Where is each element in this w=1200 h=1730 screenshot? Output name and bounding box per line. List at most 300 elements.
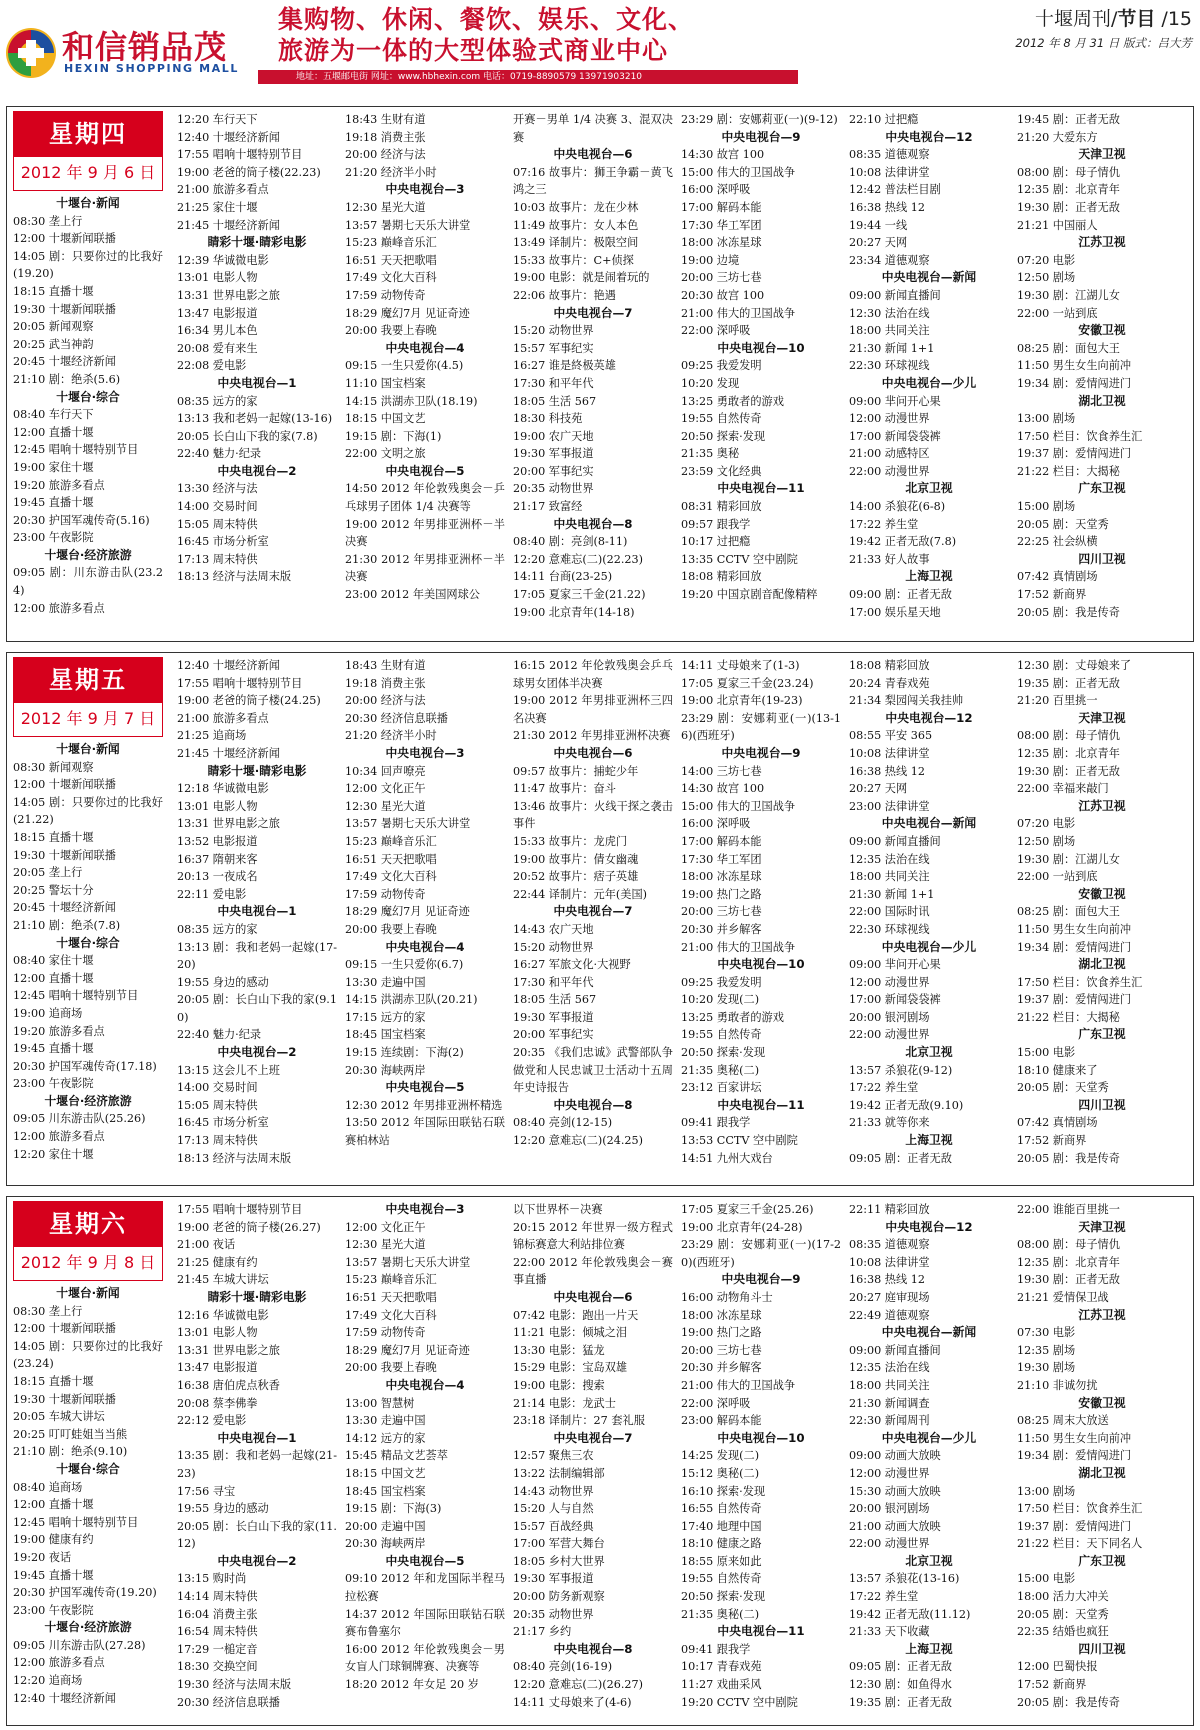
program-entry: 20:30 并乡解客 [681,922,762,936]
program-entry: 23:00 2012 年美国网球公 [345,588,480,602]
program-entry: 21:34 梨园闯关我挂帅 [849,694,964,708]
channel-heading: 中央电视台—10 [717,957,805,972]
weekday-badge: 星期五 [13,657,163,703]
program-entry: 14:11 丈母娘来了(1-3) [681,659,800,672]
program-entry: 17:15 远方的家 [345,1010,426,1024]
listing-column-6 [849,1201,1009,1711]
channel-heading: 湖北卫视 [1078,957,1126,972]
program-entry: 22:00 一站到底 [1017,870,1098,884]
program-entry: 16:00 动物角斗士 [681,1290,773,1304]
program-entry: 20:05 剧：长白山下我的家(11.12) [177,1519,337,1551]
channel-heading: 四川卫视 [1078,551,1126,566]
program-entry: 19:15 连续剧：下海(2) [345,1046,464,1060]
program-entry: 17:59 动物传奇 [345,1326,426,1340]
program-entry: 13:15 这会儿不上班 [177,1063,280,1077]
program-entry: 17:50 栏目：饮食养生汇 [1017,429,1143,443]
listing-column-3 [345,111,505,604]
program-entry: 16:00 2012 年伦敦残奥会－男女盲人门球铜牌赛、决赛等 [345,1642,505,1674]
channel-heading: 睛彩十堰·睛彩电影 [207,1289,307,1304]
program-entry: 13:30 走遍中国 [345,975,426,989]
program-entry: 09:10 2012 年和龙国际半程马拉松赛 [345,1572,505,1604]
program-entry: 11:27 戏曲采风 [681,1678,762,1692]
program-entry: 20:25 武当神韵 [13,337,94,351]
program-entry: 12:45 唱响十堰特别节目 [13,989,139,1003]
program-entry: 19:55 身边的感动 [177,975,269,989]
program-entry: 17:13 周末特供 [177,552,258,566]
program-entry: 20:00 我要上春晚 [345,922,437,936]
channel-heading: 上海卫视 [905,1641,953,1656]
program-entry: 19:45 剧：正者无敌 [1017,113,1120,126]
program-entry: 12:00 十堰新闻联播 [13,778,116,792]
program-entry: 13:53 CCTV 空中剧院 [681,1134,798,1148]
channel-heading: 上海卫视 [905,1133,953,1148]
program-entry: 18:05 生活 567 [513,394,597,408]
program-entry: 19:30 十堰新闻联播 [13,848,116,862]
program-entry: 18:00 共同关注 [849,1378,930,1392]
program-entry: 13:57 杀狼花(13-16) [849,1572,960,1586]
program-entry: 18:15 中国文艺 [345,1466,426,1480]
program-entry: 21:22 栏目：大揭秘 [1017,1010,1120,1024]
mall-slogan [278,4,694,66]
program-entry: 13:31 世界电影之旅 [177,817,280,831]
program-entry: 19:45 直播十堰 [13,1568,94,1582]
program-entry: 19:00 老爸的筒子楼(22.23) [177,165,321,179]
program-entry: 22:40 魅力·纪录 [177,1028,262,1042]
program-entry: 12:35 法治在线 [849,1361,930,1375]
program-entry: 13:57 暑期七天乐大讲堂 [345,817,471,831]
program-entry: 16:51 天天把歌唱 [345,253,437,267]
program-entry: 21:30 2012 年男排亚洲杯－半决赛 [345,552,505,584]
channel-heading: 江苏卫视 [1078,798,1126,813]
program-entry: 16:27 谁是終极英雄 [513,359,616,373]
program-entry: 12:20 车行天下 [177,113,258,126]
program-entry: 17:56 寻宝 [177,1484,236,1498]
program-entry: 23:59 文化经典 [681,464,762,478]
program-entry: 19:30 剧场 [1017,1361,1076,1375]
channel-heading: 中央电视台—7 [553,904,633,919]
program-entry: 19:18 消费主张 [345,130,426,144]
program-entry: 22:00 幸福来敲门 [1017,782,1109,796]
program-entry: 20:00 三坊七巷 [681,905,762,919]
program-entry: 12:42 普法栏目剧 [849,183,941,197]
program-entry: 21:10 剧：绝杀(9.10) [13,1445,128,1459]
listing-column-4 [513,111,673,621]
program-entry: 23:29 剧：安娜莉亚(一)(17-20)(西班牙) [681,1238,841,1269]
column-listings [513,111,673,621]
program-entry: 13:15 购时尚 [177,1572,247,1586]
program-entry: 12:00 十堰新闻联播 [13,1322,116,1336]
program-entry: 22:00 深呼吸 [681,1396,751,1410]
program-entry: 21:00 伟大的卫国战争 [681,306,796,320]
program-entry: 16:54 周末特供 [177,1625,258,1639]
channel-heading: 中央电视台—7 [553,1430,633,1445]
channel-heading: 中央电视台—4 [385,939,465,954]
program-entry: 16:51 天天把歌唱 [345,1290,437,1304]
program-entry: 14:51 九州大戏台 [681,1151,773,1165]
program-entry: 20:05 车城大讲坛 [13,1410,105,1424]
program-entry: 20:30 护国军魂传奇(17.18) [13,1059,157,1073]
program-entry: 22:06 故事片：艳遇 [513,288,616,302]
program-entry: 09:00 新闻直播间 [849,1343,941,1357]
program-entry: 20:00 银河剧场 [849,1502,930,1516]
listing-column-3 [345,657,505,1150]
program-entry: 12:00 直播十堰 [13,425,94,439]
program-entry: 22:11 精彩回放 [849,1203,930,1216]
channel-heading: 上海卫视 [905,569,953,584]
program-entry: 21:25 家住十堰 [177,200,258,214]
program-entry: 18:00 冰冻星球 [681,1308,762,1322]
program-entry: 21:14 电影：龙武士 [513,1396,616,1410]
weekday-badge: 星期六 [13,1201,163,1247]
program-entry: 20:00 军事纪实 [513,464,594,478]
program-entry: 19:00 边境 [681,253,740,267]
listing-column-7 [1017,111,1187,621]
program-entry: 09:05 剧：正者无敌 [849,1660,952,1674]
program-entry: 15:57 军事纪实 [513,341,594,355]
program-entry: 12:20 追商场 [13,1674,83,1688]
program-entry: 18:10 健康之路 [681,1537,762,1551]
program-entry: 20:05 剧：天堂秀 [1017,1081,1109,1095]
program-entry: 12:30 2012 年男排亚洲杯精选 [345,1098,503,1112]
column-listings [345,657,505,1150]
program-entry: 13:57 暑期七天乐大讲堂 [345,1255,471,1269]
program-entry: 10:34 回声嘹亮 [345,764,426,778]
program-entry: 07:20 电影 [1017,817,1076,831]
program-entry: 18:15 直播十堰 [13,830,94,844]
program-entry: 12:18 华诚微电影 [177,782,269,796]
channel-heading: 中央电视台—1 [217,1430,297,1445]
program-entry: 09:41 跟我学 [681,1116,751,1130]
program-entry: 17:52 新商界 [1017,588,1087,602]
program-entry: 12:00 动漫世界 [849,412,930,426]
column-listings [345,1201,505,1694]
program-entry: 18:15 直播十堰 [13,1374,94,1388]
program-entry: 18:29 魔幻7月 见证奇迹 [345,1343,470,1357]
program-entry: 12:00 文化正午 [345,1220,426,1234]
program-entry: 21:45 车城大讲坛 [177,1273,269,1287]
program-entry: 14:15 洪湖赤卫队(18.19) [345,394,478,408]
column-listings [13,1285,163,1707]
program-entry: 13:22 法制编辑部 [513,1466,605,1480]
program-entry: 21:00 伟大的卫国战争 [681,940,796,954]
channel-heading: 中央电视台—4 [385,340,465,355]
program-entry: 09:00 剧：正者无敌 [849,588,952,602]
program-entry: 09:57 跟我学 [681,517,751,531]
program-entry: 19:30 剧：正者无敌 [1017,200,1120,214]
program-entry: 17:22 养生堂 [849,1590,919,1604]
program-entry: 23:00 解码本能 [681,1414,762,1428]
program-entry: 21:30 新闻 1+1 [849,341,935,355]
program-entry: 20:00 三坊七巷 [681,1343,762,1357]
program-entry: 10:20 发现(二) [681,993,760,1007]
channel-heading: 十堰台·新闻 [56,1286,120,1300]
program-entry: 21:35 奥秘(二) [681,1063,760,1077]
program-entry: 23:00 午夜影院 [13,1077,94,1091]
channel-heading: 十堰台·新闻 [56,196,120,210]
channel-heading: 中央电视台—少儿 [881,375,977,390]
program-entry: 23:29 剧：安娜莉亚(一)(13-16)(西班牙) [681,711,841,743]
program-entry: 15:33 故事片：C+侦探 [513,253,634,267]
program-entry: 15:30 动画大放映 [849,1484,941,1498]
program-entry: 19:37 剧：爱情闯进门 [1017,993,1132,1007]
program-entry: 12:00 旅游多看点 [13,1656,105,1670]
program-entry: 08:25 剧：面包大王 [1017,341,1120,355]
program-entry: 18:00 冰冻星球 [681,236,762,250]
program-entry: 23:34 道德观察 [849,253,930,267]
channel-heading: 中央电视台—12 [885,129,973,144]
program-entry: 09:05 川东游击队(27.28) [13,1638,146,1652]
program-entry: 20:50 探索·发现 [681,1046,766,1060]
program-entry: 20:30 经济信息联播 [345,711,448,725]
program-entry: 21:17 致富经 [513,500,583,514]
program-entry: 21:00 动画大放映 [849,1519,941,1533]
program-entry: 15:12 奥秘(二) [681,1466,760,1480]
channel-heading: 中央电视台—新闻 [881,816,977,831]
channel-heading: 安徽卫视 [1078,323,1126,338]
program-entry: 21:10 剧：绝杀(5.6) [13,372,121,386]
program-entry: 17:05 夏家三千金(21.22) [513,588,646,602]
program-entry: 19:00 北京青年(14-18) [513,605,635,619]
channel-heading: 中央电视台—12 [885,1219,973,1234]
program-entry: 21:33 天下收藏 [849,1625,930,1639]
channel-heading: 安徽卫视 [1078,1395,1126,1410]
program-entry: 19:45 直播十堰 [13,496,94,510]
address-bar: 地址：五堰邮电街 网址：www.hbhexin.com 电话：0719-8890579 13971903210 [258,70,798,84]
program-entry: 18:00 共同关注 [849,870,930,884]
channel-heading: 中央电视台—4 [385,1377,465,1392]
program-entry: 21:20 经济半小时 [345,729,437,743]
program-entry: 20:00 三坊七巷 [681,271,762,285]
channel-heading: 四川卫视 [1078,1641,1126,1656]
program-entry: 20:05 长白山下我的家(7.8) [177,429,318,443]
program-entry: 19:30 剧：江湖儿女 [1017,852,1120,866]
program-entry: 19:00 北京青年(24-28) [681,1220,803,1234]
program-entry: 19:42 正者无敌(7.8) [849,535,957,549]
listing-column-1 [13,111,163,617]
program-entry: 20:25 叮叮蛙姐当当熊 [13,1427,128,1441]
program-entry: 15:00 剧场 [1017,500,1076,514]
program-entry: 19:30 十堰新闻联播 [13,302,116,316]
program-entry: 19:00 故事片：倩女幽魂 [513,852,639,866]
program-entry: 13:47 电影报道 [177,1361,258,1375]
column-listings [345,111,505,604]
program-entry: 21:21 中国丽人 [1017,218,1098,232]
program-entry: 22:10 过把瘾 [849,113,919,126]
channel-heading: 中央电视台—新闻 [881,1325,977,1340]
program-entry: 20:30 海峡两岸 [345,1537,426,1551]
program-entry: 17:55 唱响十堰特别节目 [177,148,303,162]
program-entry: 16:38 唐伯虎点秋香 [177,1378,280,1392]
program-entry: 20:05 垄上行 [13,866,83,880]
program-entry: 13:31 世界电影之旅 [177,288,280,302]
slogan-line-1: 集购物、休闲、餐饮、娱乐、文化、 [278,5,695,34]
channel-heading: 中央电视台—5 [385,1080,465,1095]
program-entry: 19:00 老爸的筒子楼(24.25) [177,694,321,708]
program-entry: 22:00 一站到底 [1017,306,1098,320]
column-listings [1017,1201,1187,1711]
program-entry: 19:35 剧：正者无敌 [1017,676,1120,690]
program-entry: 21:35 奥秘(二) [681,1607,760,1621]
channel-heading: 十堰台·综合 [56,935,120,950]
program-entry: 07:42 电影：跑出一片天 [513,1308,639,1322]
program-entry: 21:10 剧：绝杀(7.8) [13,918,121,932]
program-entry: 20:24 青春戏苑 [849,676,930,690]
listing-column-2 [177,657,337,1167]
channel-heading: 天津卫视 [1078,710,1126,725]
program-entry: 17:50 栏目：饮食养生汇 [1017,975,1143,989]
program-entry: 18:43 生财有道 [345,113,426,126]
program-entry: 20:00 军事纪实 [513,1028,594,1042]
program-entry: 13:01 电影人物 [177,1326,258,1340]
program-entry: 13:01 电影人物 [177,799,258,813]
program-entry: 19:00 家住十堰 [13,460,94,474]
channel-heading: 湖北卫视 [1078,1465,1126,1480]
program-entry: 08:35 远方的家 [177,922,258,936]
channel-heading: 中央电视台—6 [553,147,633,162]
program-entry: 12:30 剧：如鱼得水 [849,1678,952,1692]
program-entry: 08:40 追商场 [13,1480,83,1494]
program-entry: 15:00 伟大的卫国战争 [681,165,796,179]
program-entry: 20:30 护国军魂传奇(19.20) [13,1586,157,1600]
program-entry: 10:08 法律讲堂 [849,746,930,760]
program-entry: 22:30 新闻周刊 [849,1414,930,1428]
program-entry: 09:00 新闻直播间 [849,288,941,302]
channel-heading: 中央电视台—11 [717,1624,805,1639]
program-entry: 11:50 男生女生向前冲 [1017,359,1132,373]
channel-heading: 广东卫视 [1078,481,1126,496]
program-entry: 09:05 川东游击队(25.26) [13,1112,146,1126]
program-entry: 20:45 十堰经济新闻 [13,355,116,369]
program-entry: 13:57 杀狼花(9-12) [849,1063,953,1077]
program-entry: 16:45 市场分析室 [177,1116,269,1130]
program-entry: 18:20 2012 年女足 20 岁 [345,1678,479,1692]
program-entry: 19:15 剧：下海(3) [345,1502,442,1516]
program-entry: 17:00 解码本能 [681,834,762,848]
program-entry: 21:00 动感特区 [849,447,930,461]
weekday-badge: 星期四 [13,111,163,157]
program-entry: 10:08 法律讲堂 [849,1255,930,1269]
program-entry: 22:25 社会纵横 [1017,535,1098,549]
program-entry: 17:30 华工军团 [681,852,762,866]
program-entry: 19:30 军事报道 [513,1010,594,1024]
program-entry: 21:20 经济半小时 [345,165,437,179]
listing-column-1 [13,657,163,1163]
program-entry: 08:30 新闻观察 [13,760,94,774]
program-entry: 13:57 暑期七天乐大讲堂 [345,218,471,232]
program-entry: 20:13 一夜成名 [177,870,258,884]
program-entry: 11:50 男生女生向前冲 [1017,1431,1132,1445]
program-entry: 08:35 远方的家 [177,394,258,408]
program-entry: 16:10 探索·发现 [681,1484,766,1498]
program-entry: 22:00 深呼吸 [681,324,751,338]
program-entry: 09:00 芈问开心果 [849,394,941,408]
channel-heading: 中央电视台—6 [553,745,633,760]
channel-heading: 中央电视台—11 [717,1097,805,1112]
program-entry: 21:20 百里挑一 [1017,694,1098,708]
program-entry: 13:35 剧：我和老妈一起嫁(21-23) [177,1449,337,1480]
program-entry: 15:29 电影：宝岛双雄 [513,1361,628,1375]
program-entry: 17:13 周末特供 [177,1134,258,1148]
program-entry: 15:05 周末特供 [177,1098,258,1112]
program-entry: 12:45 唱响十堰特别节目 [13,1515,139,1529]
program-entry: 14:11 台商(23-25) [513,570,613,584]
program-entry: 19:00 追商场 [13,1006,83,1020]
program-entry: 12:39 华诚微电影 [177,253,269,267]
program-entry: 13:25 勇敢者的游戏 [681,394,784,408]
program-entry: 12:35 剧：北京青年 [1017,183,1120,197]
program-entry: 17:05 夏家三千金(25.26) [681,1203,814,1216]
channel-heading: 中央电视台—2 [217,1553,297,1568]
channel-heading: 中央电视台—3 [385,745,465,760]
program-entry: 17:55 唱响十堰特别节目 [177,1203,303,1216]
column-listings [13,195,163,617]
program-entry: 19:20 旅游多看点 [13,1024,105,1038]
program-entry: 19:30 十堰新闻联播 [13,1392,116,1406]
program-entry: 20:05 剧：我是传奇 [1017,1151,1120,1165]
program-entry: 13:25 勇敢者的游戏 [681,1010,784,1024]
program-entry: 19:00 2012 年男排亚洲杯－半决赛 [345,517,505,549]
program-entry: 19:00 农广天地 [513,429,594,443]
program-entry: 13:13 我和老妈一起嫁(13-16) [177,412,333,426]
channel-heading: 中央电视台—少儿 [881,939,977,954]
program-entry: 22:44 译制片：元年(美国) [513,887,648,901]
program-entry: 12:30 剧：丈母娘来了 [1017,659,1132,672]
program-entry: 14:00 交易时间 [177,500,258,514]
program-entry: 15:00 伟大的卫国战争 [681,799,796,813]
program-entry: 20:00 走遍中国 [345,1519,426,1533]
program-entry: 08:30 垄上行 [13,214,83,228]
program-entry: 17:52 新商界 [1017,1134,1087,1148]
channel-heading: 中央电视台—9 [721,1272,801,1287]
channel-heading: 十堰台·综合 [56,389,120,404]
program-entry: 08:40 剧：亮剑(8-11) [513,535,628,549]
program-entry: 12:35 剧：北京青年 [1017,746,1120,760]
program-entry: 12:30 星光大道 [345,799,426,813]
listing-column-6 [849,657,1009,1167]
listing-column-1 [13,1201,163,1707]
program-entry: 14:25 发现(二) [681,1449,760,1463]
channel-heading: 四川卫视 [1078,1097,1126,1112]
program-entry: 20:05 新闻观察 [13,320,94,334]
program-entry: 22:35 结婚也疯狂 [1017,1625,1109,1639]
program-entry: 19:55 身边的感动 [177,1502,269,1516]
channel-heading: 广东卫视 [1078,1027,1126,1042]
program-entry: 07:42 真情剧场 [1017,570,1098,584]
channel-heading: 北京卫视 [905,481,953,496]
program-entry: 19:20 中国京剧音配像精粹 [681,588,818,602]
program-entry: 16:38 热线 12 [849,1273,925,1287]
program-entry: 12:20 意难忘(二)(22.23) [513,552,644,566]
channel-heading: 十堰台·经济旅游 [44,1093,132,1108]
program-entry: 21:33 就等你来 [849,1116,930,1130]
program-entry: 09:00 芈问开心果 [849,958,941,972]
program-entry: 17:55 唱响十堰特别节目 [177,676,303,690]
channel-heading: 中央电视台—5 [385,1553,465,1568]
channel-heading: 中央电视台—12 [885,710,973,725]
program-entry: 17:22 养生堂 [849,1081,919,1095]
program-entry: 21:35 奥秘 [681,447,740,461]
program-entry: 17:30 和平年代 [513,376,594,390]
program-entry: 19:35 剧：正者无敌 [849,1695,952,1709]
program-entry: 22:00 动漫世界 [849,464,930,478]
program-entry: 18:30 交换空间 [177,1660,258,1674]
program-entry: 11:49 故事片：女人本色 [513,218,639,232]
program-entry: 12:20 意难忘(二)(26.27) [513,1678,644,1692]
logo-text-en: HEXIN SHOPPING MALL [64,62,239,75]
program-entry: 08:25 剧：面包大王 [1017,905,1120,919]
program-entry: 20:05 剧：长白山下我的家(9.10) [177,993,337,1024]
program-entry: 18:05 生活 567 [513,993,597,1007]
